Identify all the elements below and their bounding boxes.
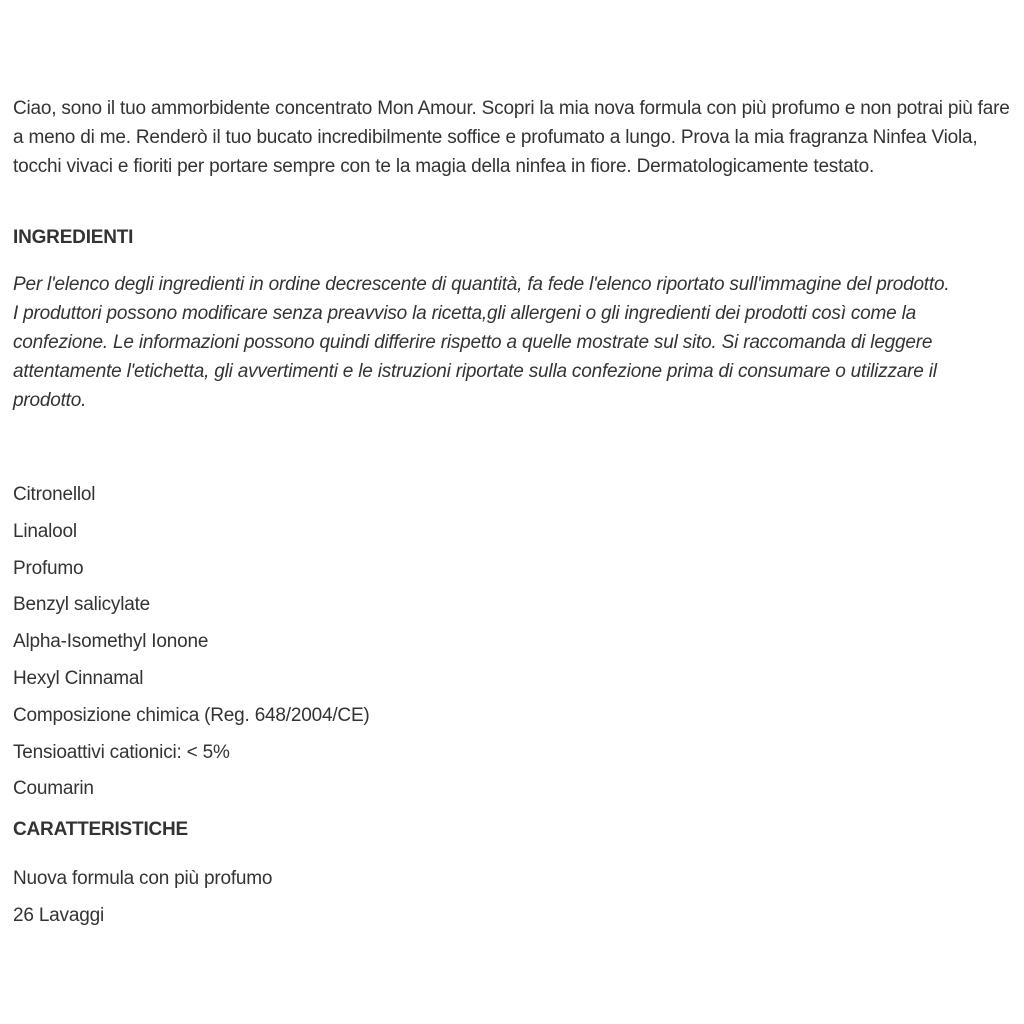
- ingredient-item: Coumarin: [13, 778, 94, 800]
- disclaimer-paragraph-1: Per l'elenco degli ingredienti in ordine decrescente di quantità, fa fede l'elenco riportato sull'immagine del prodotto.: [13, 274, 950, 295]
- ingredient-item: Benzyl salicylate: [13, 594, 151, 616]
- features-list: [13, 865, 272, 939]
- ingredient-item: Alpha-Isomethyl Ionone: [13, 631, 209, 653]
- ingredients-list: [13, 481, 370, 812]
- ingredients-disclaimer: [13, 270, 1013, 415]
- feature-item: Nuova formula con più profumo: [13, 868, 273, 889]
- features-heading: CARATTERISTICHE: [13, 819, 189, 840]
- ingredient-item: Linalool: [13, 520, 77, 542]
- ingredient-item: Profumo: [13, 557, 84, 579]
- ingredient-item: Hexyl Cinnamal: [13, 667, 144, 689]
- ingredient-item: Tensioattivi cationici: < 5%: [13, 741, 230, 763]
- ingredients-heading: INGREDIENTI: [13, 227, 134, 248]
- product-description: Ciao, sono il tuo ammorbidente concentrato Mon Amour. Scopri la mia nova formula con più profumo e non potrai più fare a meno di me. Renderò il tuo bucato incredibilmente soffice e profumato a lungo. Prova la mia fragranza Ninfea Viola, tocchi vivaci e fioriti per portare sempre con te la magia della ninfea in fiore. Dermatologicamente testato.: [13, 98, 1010, 177]
- ingredient-item: Citronellol: [13, 484, 96, 505]
- disclaimer-paragraph-2: I produttori possono modificare senza preavviso la ricetta,gli allergeni o gli ingredienti dei prodotti così come la confezione. Le informazioni possono quindi differire rispetto a quelle mostrate sul sito. Si raccomanda di leggere attentamente l'etichetta, gli avvertimenti e le istruzioni riportate sulla confezione prima di consumare o utilizzare il prodotto.: [13, 303, 937, 411]
- ingredient-item: Composizione chimica (Reg. 648/2004/CE): [13, 704, 370, 726]
- feature-item: 26 Lavaggi: [13, 905, 104, 926]
